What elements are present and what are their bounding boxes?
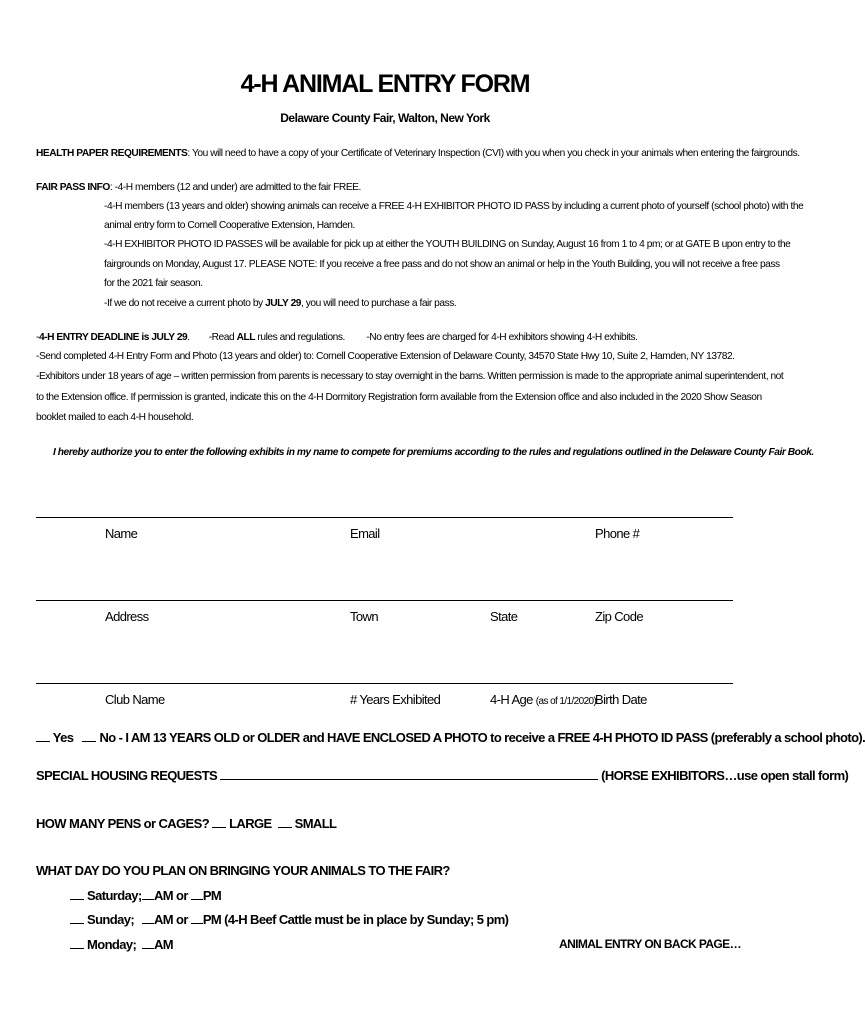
sunday-row <box>70 911 134 927</box>
deadline-date: 4-H ENTRY DEADLINE is JULY 29 <box>38 332 188 343</box>
no-label: No - I AM 13 YEARS OLD or OLDER and HAVE ENCLOSED A PHOTO to receive a FREE 4-H PHOTO ID PASS (preferably a school photo). <box>99 730 865 745</box>
monday-am: AM <box>154 937 174 952</box>
yes-blank[interactable] <box>36 729 50 742</box>
no-blank[interactable] <box>82 729 96 742</box>
deadline-line <box>36 332 637 344</box>
club-label: Club Name <box>105 692 165 707</box>
phone-label: Phone # <box>595 526 640 541</box>
photo-deadline-tail: , you will need to purchase a fair pass. <box>301 298 457 309</box>
monday-blank[interactable] <box>70 936 84 949</box>
sunday-am-blank[interactable] <box>142 911 154 924</box>
name-label: Name <box>105 526 138 541</box>
exhibitors-line-1: -Exhibitors under 18 years of age – written permission from parents is necessary to stay overnight in the barns. Written permission is made to the appropriate animal superintendent, not <box>36 371 784 382</box>
years-label: # Years Exhibited <box>350 692 441 707</box>
small-label: SMALL <box>294 816 337 831</box>
housing-blank[interactable] <box>220 767 598 780</box>
saturday-time <box>142 887 221 903</box>
sunday-blank[interactable] <box>70 911 84 924</box>
small-blank[interactable] <box>278 815 292 828</box>
deadline-tail: rules and regulations. -No entry fees are charged for 4-H exhibitors showing 4-H exhibits. <box>255 332 638 343</box>
photo-deadline-text: -If we do not receive a current photo by <box>104 298 266 309</box>
birth-label: Birth Date <box>595 692 647 707</box>
monday-am-blank[interactable] <box>142 936 154 949</box>
fair-pass-label: FAIR PASS INFO <box>36 182 110 193</box>
housing-label: SPECIAL HOUSING REQUESTS <box>36 768 218 783</box>
fair-pass-text-1: : -4-H members (12 and under) are admitted to the fair FREE. <box>109 182 361 193</box>
fair-pass-line-4: -4-H EXHIBITOR PHOTO ID PASSES will be available for pick up at either the YOUTH BUILDING on Sunday, August 16 from 1 to 4 pm; or at GATE B upon entry to the <box>104 239 791 250</box>
sunday-time <box>142 911 508 927</box>
address-line[interactable] <box>36 600 733 601</box>
monday-label: Monday; <box>87 937 137 952</box>
page-title: 4-H ANIMAL ENTRY FORM <box>240 70 530 98</box>
housing-row <box>36 767 848 783</box>
saturday-pm: PM <box>202 888 222 903</box>
name-email-phone-line[interactable] <box>36 517 733 518</box>
health-text: : You will need to have a copy of your Certificate of Veterinary Inspection (CVI) with you when you check in your animals when entering the fairgrounds. <box>187 148 800 159</box>
saturday-row <box>70 887 142 903</box>
send-line: -Send completed 4-H Entry Form and Photo (13 years and older) to: Cornell Cooperative Extension of Delaware County, 34570 State Hwy 10, Suite 2, Hamden, NY 13782. <box>36 351 735 362</box>
photo-question <box>36 729 865 745</box>
large-label: LARGE <box>229 816 272 831</box>
fair-pass-line-2: -4-H members (13 years and older) showing animals can receive a FREE 4-H EXHIBITOR PHOTO ID PASS by including a current photo of yourself (school photo) with the <box>104 201 804 212</box>
pens-row <box>36 815 336 831</box>
photo-deadline-date: JULY 29 <box>265 298 301 309</box>
monday-row <box>70 936 136 952</box>
address-label: Address <box>105 609 149 624</box>
deadline-prefix: - <box>36 332 39 343</box>
age-text: 4-H Age <box>490 692 533 707</box>
saturday-am-or: AM or <box>154 888 188 903</box>
saturday-am-blank[interactable] <box>142 887 154 900</box>
email-label: Email <box>350 526 380 541</box>
fair-pass-line-5: fairgrounds on Monday, August 17. PLEASE NOTE: If you receive a free pass and do not show an animal or help in the Youth Building, you will not receive a free pass <box>104 259 780 270</box>
state-label: State <box>490 609 518 624</box>
large-blank[interactable] <box>212 815 226 828</box>
authorize-statement: I hereby authorize you to enter the following exhibits in my name to compete for premiums according to the rules and regulations outlined in the Delaware County Fair Book. <box>53 447 814 458</box>
saturday-pm-blank[interactable] <box>191 887 203 900</box>
age-note: (as of 1/1/2020) <box>535 696 597 707</box>
yes-label: Yes <box>52 730 74 745</box>
deadline-mid: . -Read <box>187 332 237 343</box>
town-label: Town <box>350 609 378 624</box>
fair-pass-line-3: animal entry form to Cornell Cooperative Extension, Hamden. <box>104 220 355 231</box>
exhibitors-line-2: to the Extension office. If permission is granted, indicate this on the 4-H Dormitory Registration form available from the Extension office and also included in the 2020 Show Season <box>36 392 762 403</box>
saturday-blank[interactable] <box>70 887 84 900</box>
saturday-label: Saturday; <box>87 888 142 903</box>
zip-label: Zip Code <box>595 609 643 624</box>
fair-pass-line-7 <box>104 298 456 310</box>
deadline-all: ALL <box>236 332 256 343</box>
exhibitors-line-3: booklet mailed to each 4-H household. <box>36 412 194 423</box>
sunday-am-or: AM or <box>154 912 188 927</box>
fair-pass-line-6: for the 2021 fair season. <box>104 278 203 289</box>
sunday-label: Sunday; <box>87 912 135 927</box>
sunday-pm-blank[interactable] <box>191 911 203 924</box>
age-label <box>490 692 596 707</box>
fair-pass-line-1 <box>36 182 361 194</box>
health-requirements <box>36 148 800 160</box>
housing-note: (HORSE EXHIBITORS…use open stall form) <box>601 768 849 783</box>
monday-time <box>142 936 173 952</box>
club-line[interactable] <box>36 683 733 684</box>
health-label: HEALTH PAPER REQUIREMENTS <box>36 148 188 159</box>
back-page-note: ANIMAL ENTRY ON BACK PAGE… <box>559 937 741 951</box>
sunday-pm-note: PM (4-H Beef Cattle must be in place by Sunday; 5 pm) <box>202 912 509 927</box>
pens-label: HOW MANY PENS or CAGES? <box>36 816 210 831</box>
page-subtitle: Delaware County Fair, Walton, New York <box>280 111 490 125</box>
day-question: WHAT DAY DO YOU PLAN ON BRINGING YOUR ANIMALS TO THE FAIR? <box>36 863 450 878</box>
